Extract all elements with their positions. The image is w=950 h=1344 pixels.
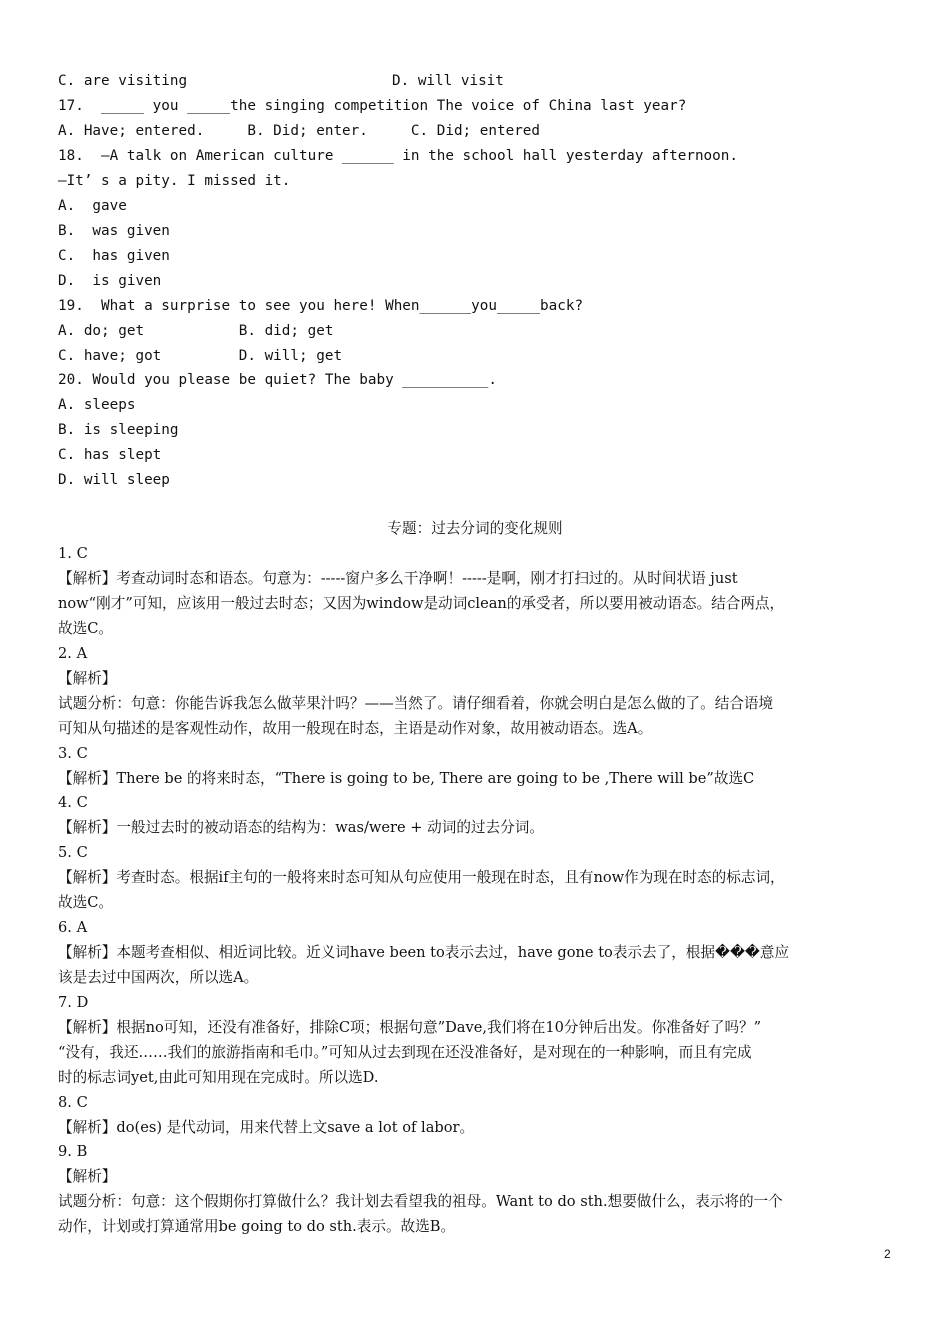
answer-6: 6. A [58,919,88,936]
q20-option-c: C. has slept [58,447,162,463]
answer-5: 5. C [58,844,88,861]
q18-option-c: C. has given [58,248,170,264]
answer-9-explanation-line: 【解析】 [58,1168,117,1185]
q20-option-d: D. will sleep [58,472,170,488]
answer-1-explanation-line: 故选C。 [58,620,113,637]
q17-stem: 17. _____ you _____the singing competition The voice of China last year? [58,98,687,114]
q18-option-a: A. gave [58,198,127,214]
answer-8: 8. C [58,1094,88,1111]
section-title: 专题：过去分词的变化规则 [387,520,563,537]
answer-6-explanation-line: 【解析】本题考查相似、相近词比较。近义词have been to表示去过，have gone to表示去了，根据���意应 [58,944,790,961]
q20-option-a: A. sleeps [58,397,136,413]
q18-option-b: B. was given [58,223,170,239]
answer-2-explanation-line: 试题分析：句意：你能告诉我怎么做苹果汁吗？——当然了。请仔细看着，你就会明白是怎么做的了。结合语境 [58,695,774,712]
answer-2-explanation-line: 可知从句描述的是客观性动作，故用一般现在时态，主语是动作对象，故用被动语态。选A。 [58,720,653,737]
answer-1-explanation-line: 【解析】考查动词时态和语态。句意为：-----窗户多么干净啊！-----是啊，刚才打扫过的。从时间状语 just [58,570,738,587]
q16-option-c: C. are visiting [58,73,188,89]
answer-7-explanation-line: 时的标志词yet,由此可知用现在完成时。所以选D. [58,1069,379,1086]
answer-6-explanation-line: 该是去过中国两次，所以选A。 [58,969,259,986]
answer-7-explanation-line: 【解析】根据no可知，还没有准备好，排除C项；根据句意”Dave,我们将在10分钟后出发。你准备好了吗？” [58,1019,762,1036]
answer-2-explanation-line: 【解析】 [58,670,117,687]
q18-option-d: D. is given [58,273,162,289]
answer-4-explanation-line: 【解析】一般过去时的被动语态的结构为：was/were + 动词的过去分词。 [58,819,544,836]
q20-option-b: B. is sleeping [58,422,179,438]
answer-1-explanation-line: now“刚才”可知，应该用一般过去时态；又因为window是动词clean的承受者，所以要用被动语态。结合两点， [58,595,785,612]
q16-option-d: D. will visit [392,73,504,89]
answer-9-explanation-line: 试题分析：句意：这个假期你打算做什么？我计划去看望我的祖母。Want to do sth.想要做什么，表示将的一个 [58,1193,783,1210]
answer-2: 2. A [58,645,88,662]
answer-8-explanation-line: 【解析】do(es) 是代动词，用来代替上文save a lot of labor。 [58,1119,475,1136]
answer-5-explanation-line: 【解析】考查时态。根据if主句的一般将来时态可知从句应使用一般现在时态，且有now作为现在时态的标志词， [58,869,785,886]
answer-4: 4. C [58,794,88,811]
answer-7: 7. D [58,994,89,1011]
page-number: 2 [884,1247,891,1261]
q19-options-cd: C. have; got D. will; get [58,348,343,364]
answer-3-explanation-line: 【解析】There be 的将来时态，“There is going to be, There are going to be ,There will be”故选C [58,770,755,787]
q17-options: A. Have; entered. B. Did; enter. C. Did; entered [58,123,541,139]
q18-reply: —It’ s a pity. I missed it. [58,173,291,189]
answer-7-explanation-line: “没有，我还……我们的旅游指南和毛巾。”可知从过去到现在还没准备好，是对现在的一种影响，而且有完成 [58,1044,752,1061]
q20-stem: 20. Would you please be quiet? The baby __________. [58,372,497,388]
answer-3: 3. C [58,745,88,762]
q19-options-ab: A. do; get B. did; get [58,323,334,339]
answer-9: 9. B [58,1143,88,1160]
answer-1: 1. C [58,545,88,562]
answer-5-explanation-line: 故选C。 [58,894,113,911]
answer-9-explanation-line: 动作，计划或打算通常用be going to do sth.表示。故选B。 [58,1218,456,1235]
q19-stem: 19. What a surprise to see you here! When______you_____back? [58,298,584,314]
q18-stem: 18. —A talk on American culture ______ in the school hall yesterday afternoon. [58,148,738,164]
